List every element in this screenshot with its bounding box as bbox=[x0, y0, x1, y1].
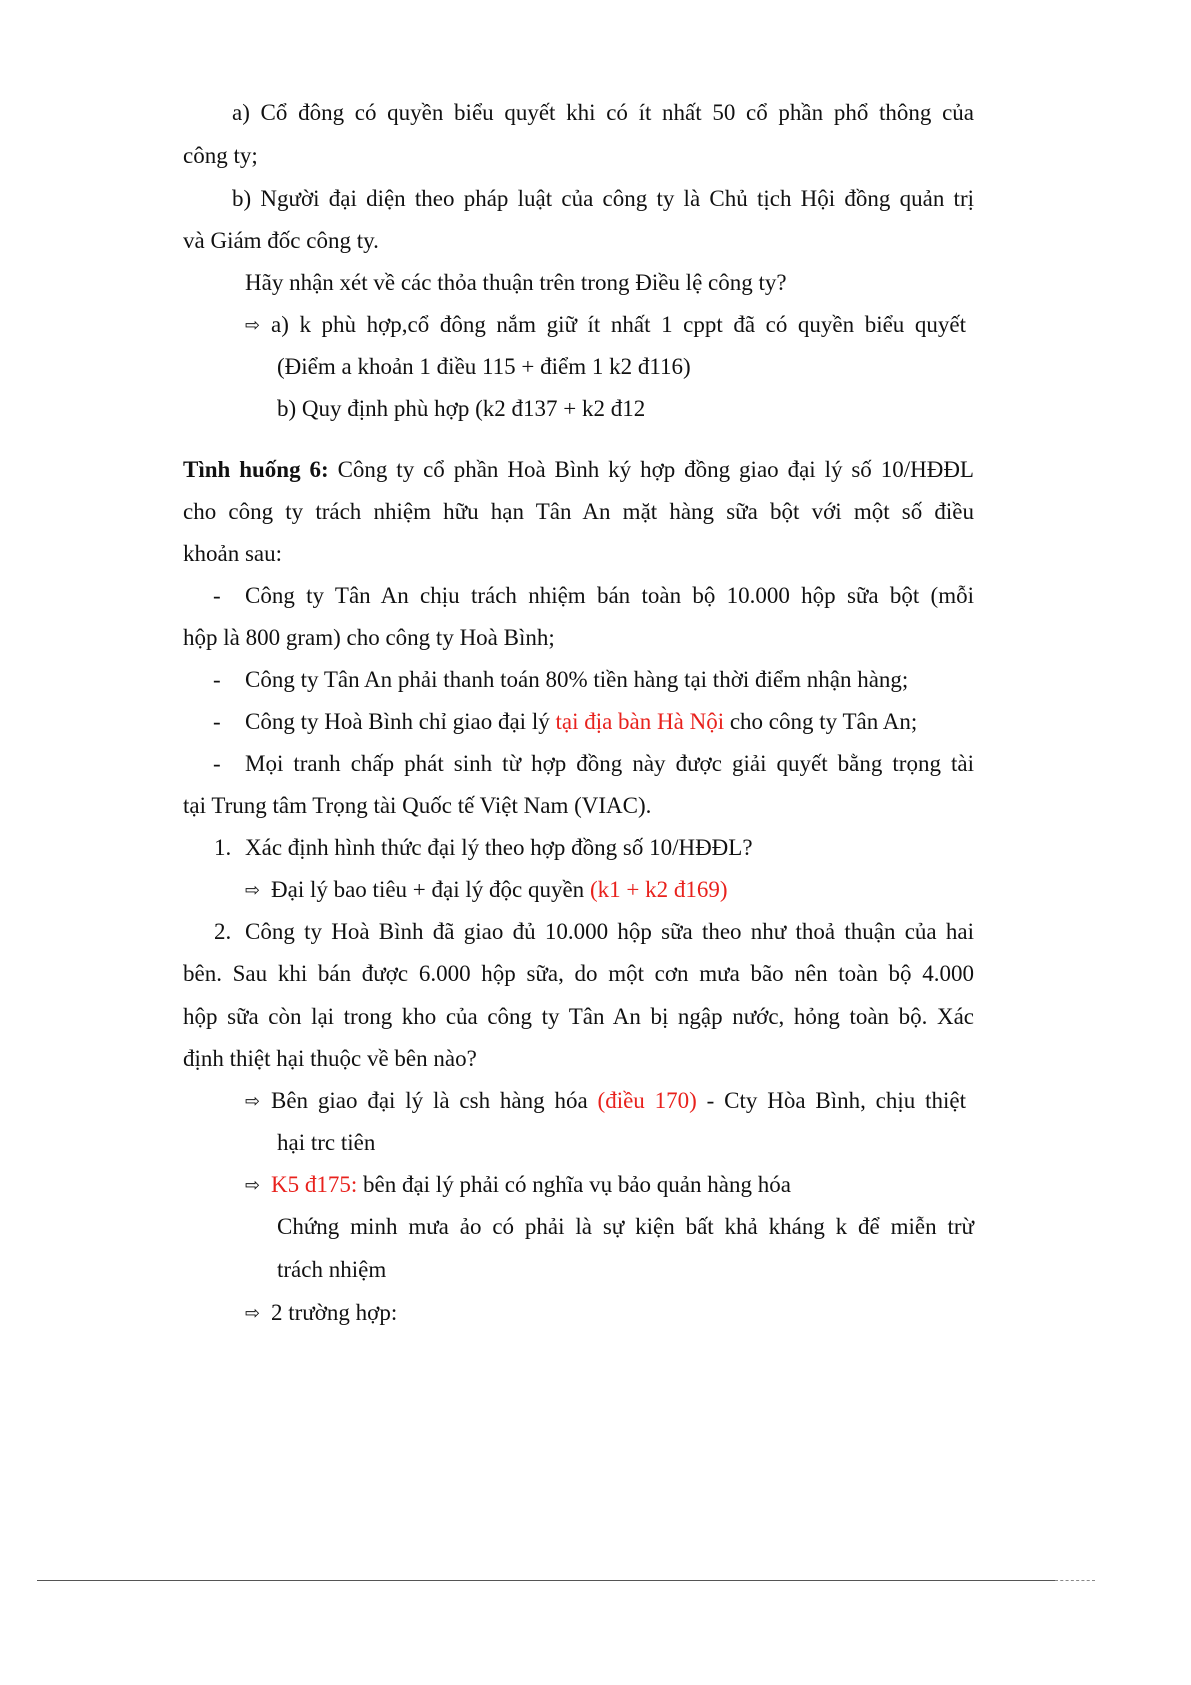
answer-a-text: a) k phù hợp,cổ đông nắm giữ ít nhất 1 cppt đã có quyền biểu quyết bbox=[271, 312, 966, 337]
arrow-right-icon: ⇨ bbox=[245, 1175, 261, 1196]
bullet-dash: - bbox=[213, 751, 221, 776]
item-b-line1: b) Người đại diện theo pháp luật của công ty là Chủ tịch Hội đồng quản trị bbox=[232, 186, 974, 211]
answer-2-post: - Cty Hòa Bình, chịu thiệt bbox=[696, 1088, 967, 1113]
bullet-4-line2: tại Trung tâm Trọng tài Quốc tế Việt Nam (VIAC). bbox=[183, 793, 652, 818]
case6-title: Tình huống 6: bbox=[183, 457, 329, 482]
arrow-right-icon: ⇨ bbox=[245, 1303, 261, 1324]
answer-a-line2: (Điểm a khoản 1 điều 115 + điểm 1 k2 đ116) bbox=[277, 354, 691, 379]
question-2-line3: hộp sữa còn lại trong kho của công ty Tân An bị ngập nước, hỏng toàn bộ. Xác bbox=[183, 1004, 974, 1029]
answer-3-text: bên đại lý phải có nghĩa vụ bảo quản hàng hóa bbox=[357, 1172, 791, 1197]
bullet-3-pre: Công ty Hoà Bình chỉ giao đại lý bbox=[245, 709, 556, 734]
answer-1 bbox=[245, 875, 727, 906]
answer-3-line2: Chứng minh mưa ảo có phải là sự kiện bất khả kháng k để miễn trừ bbox=[277, 1214, 974, 1239]
bullet-dash: - bbox=[213, 583, 221, 608]
arrow-right-icon: ⇨ bbox=[245, 880, 261, 901]
arrow-right-icon: ⇨ bbox=[245, 1091, 261, 1112]
bullet-dash: - bbox=[213, 667, 221, 692]
bullet-4-line1: Mọi tranh chấp phát sinh từ hợp đồng này được giải quyết bằng trọng tài bbox=[245, 751, 974, 776]
footer-divider-tail bbox=[1055, 1580, 1095, 1581]
bullet-dash: - bbox=[213, 709, 221, 734]
bullet-1-line1: Công ty Tân An chịu trách nhiệm bán toàn bộ 10.000 hộp sữa bột (mỗi bbox=[245, 583, 974, 608]
question-2-line2: bên. Sau khi bán được 6.000 hộp sữa, do một cơn mưa bão nên toàn bộ 4.000 bbox=[183, 961, 974, 986]
answer-2-line1 bbox=[245, 1086, 966, 1117]
bullet-1-line2: hộp là 800 gram) cho công ty Hoà Bình; bbox=[183, 625, 555, 650]
question-text: Hãy nhận xét về các thỏa thuận trên trong Điều lệ công ty? bbox=[245, 270, 787, 295]
question-2-line4: định thiệt hại thuộc về bên nào? bbox=[183, 1046, 477, 1071]
question-2-line1: Công ty Hoà Bình đã giao đủ 10.000 hộp sữa theo như thoả thuận của hai bbox=[245, 919, 974, 944]
answer-4-text: 2 trường hợp: bbox=[271, 1300, 398, 1325]
answer-3-line3: trách nhiệm bbox=[277, 1257, 387, 1282]
answer-b: b) Quy định phù hợp (k2 đ137 + k2 đ12 bbox=[277, 396, 646, 421]
answer-2-line2: hại trc tiên bbox=[277, 1130, 376, 1155]
answer-3-citation: K5 đ175: bbox=[271, 1172, 358, 1197]
case6-intro-line3: khoản sau: bbox=[183, 541, 283, 566]
bullet-3-highlight: tại địa bàn Hà Nội bbox=[555, 709, 725, 734]
answer-a-line1 bbox=[245, 310, 966, 341]
bullet-2-text: Công ty Tân An phải thanh toán 80% tiền hàng tại thời điểm nhận hàng; bbox=[245, 667, 909, 692]
case6-intro-line2: cho công ty trách nhiệm hữu hạn Tân An mặt hàng sữa bột với một số điều bbox=[183, 499, 974, 524]
question-2-number: 2. bbox=[214, 919, 232, 944]
arrow-right-icon: ⇨ bbox=[245, 315, 261, 336]
bullet-3-post: cho công ty Tân An; bbox=[724, 709, 918, 734]
answer-1-text: Đại lý bao tiêu + đại lý độc quyền bbox=[271, 877, 590, 902]
answer-2-citation: (điều 170) bbox=[597, 1088, 697, 1113]
answer-1-citation: (k1 + k2 đ169) bbox=[589, 877, 728, 902]
answer-4 bbox=[245, 1298, 397, 1329]
item-b-line2: và Giám đốc công ty. bbox=[183, 228, 379, 253]
item-a-line2: công ty; bbox=[183, 143, 258, 168]
case6-intro-text: Công ty cổ phần Hoà Bình ký hợp đồng giao đại lý số 10/HĐĐL bbox=[337, 457, 974, 482]
footer-divider bbox=[37, 1580, 1055, 1581]
answer-2-pre: Bên giao đại lý là csh hàng hóa bbox=[271, 1088, 598, 1113]
item-a-line1: a) Cổ đông có quyền biểu quyết khi có ít nhất 50 cổ phần phổ thông của bbox=[232, 100, 974, 125]
case6-intro-line1 bbox=[183, 455, 974, 485]
answer-3-line1 bbox=[245, 1170, 791, 1201]
question-1-text: Xác định hình thức đại lý theo hợp đồng số 10/HĐĐL? bbox=[245, 835, 753, 860]
bullet-3-text bbox=[245, 707, 917, 737]
question-1-number: 1. bbox=[214, 835, 232, 860]
